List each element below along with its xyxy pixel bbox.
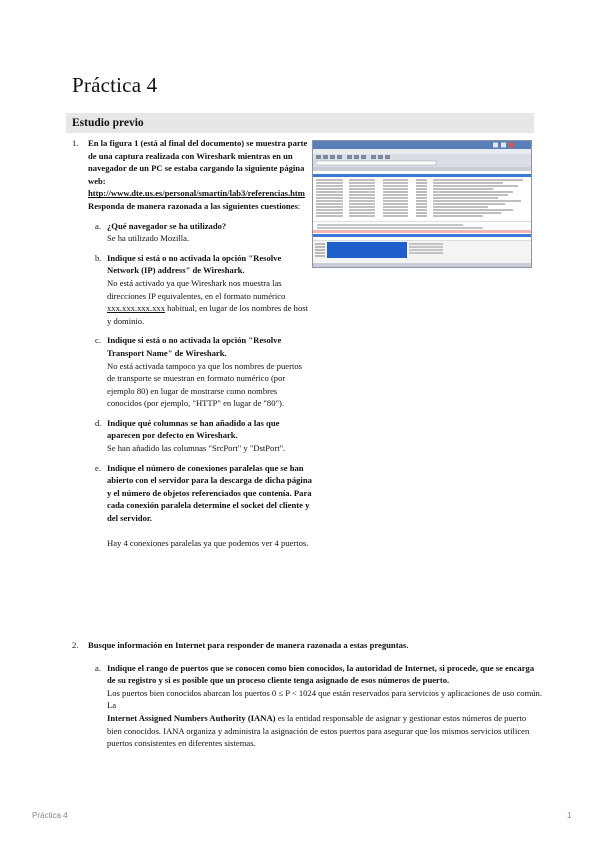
sub-answer-text: Se ha utilizado Mozilla. (107, 233, 190, 244)
ip-format-text: xxx.xxx.xxx.xxx (107, 303, 166, 314)
question-1-intro: En la figura 1 (está al final del documento) se muestra parte de una captura realizada con Wireshark mientras en un navegador de un PC se estaba cargando la siguiente página web: (88, 138, 308, 186)
filter-input (316, 161, 436, 165)
sub-letter: e. (95, 462, 101, 473)
section-title: Estudio previo (72, 117, 144, 129)
sub-question-c (95, 334, 312, 410)
footer-doc-title: Práctica 4 (32, 811, 68, 820)
sub-answer-iana (107, 712, 542, 750)
sub-letter: d. (95, 417, 102, 428)
sub-answer-text: Se han añadido las columnas "SrcPort" y "DstPort". (107, 443, 286, 454)
menu-bar (313, 149, 531, 154)
question-number: 2. (72, 640, 79, 650)
sub-question-text: Indique qué columnas se han añadido a las que aparecen por defecto en Wireshark. (107, 417, 280, 441)
question-2 (72, 639, 542, 750)
answer-la: La (107, 700, 117, 711)
sub-question-a (95, 662, 542, 750)
sub-question-text: ¿Qué navegador se ha utilizado? (107, 220, 227, 231)
toolbar-icons (316, 155, 390, 159)
page-title: Práctica 4 (72, 73, 158, 97)
hex-selection (327, 242, 407, 258)
answer-part: No está activado ya que Wireshark nos muestra las direcciones IP equivalentes, en el formato numérico (107, 277, 286, 301)
packet-row-selected (313, 174, 531, 177)
sub-answer-text: Los puertos bien conocidos abarcan los puertos 0 ≤ P < 1024 que están reservados para servicios y aplicaciones de uso común. (107, 687, 542, 698)
sub-question-text: Indique el rango de puertos que se conocen como bien conocidos, la autoridad de Internet, si procede, que se encarga de su registro y si es posible que un proceso cliente tenga asignado de esos números de puerto. (107, 662, 535, 686)
minimize-icon (493, 143, 498, 148)
answer-part: es la entidad responsable de asignar y gestionar estos números de puerto bien conocidos. IANA organiza y administra la asignación de estos puertos para asegurar que los mismos servicios utilicen puertos consistentes en diferentes sistemas. (107, 712, 530, 749)
sub-question-text: Indique si está o no activada la opción "Resolve Transport Name" de Wireshark. (107, 335, 282, 358)
sub-question-b (95, 252, 312, 328)
window-titlebar (313, 141, 531, 149)
colon: : (297, 200, 301, 211)
sub-question-text: Indique si está o no activada la opción "Resolve Network (IP) address" de Wireshark. (107, 252, 282, 276)
maximize-icon (501, 143, 506, 148)
reference-url-link[interactable]: http://www.dte.us.es/personal/smartin/lab3/referencias.htm (88, 188, 305, 199)
sub-letter: a. (95, 220, 101, 231)
sub-question-a (95, 220, 312, 245)
highlighted-detail-row (313, 230, 531, 233)
sub-question-text: Indique el número de conexiones paralelas que se han abierto con el servidor para la descarga de dicha página y el número de objetos referenciados que contenía. Para cada conexión paralela determine el socket del cliente y del servidor. (107, 462, 312, 524)
close-icon (509, 143, 514, 148)
packet-list-header (313, 167, 531, 171)
sub-letter: a. (95, 662, 101, 673)
sub-letter: c. (95, 335, 101, 346)
sub-question-d (95, 417, 312, 455)
question-number: 1. (72, 138, 79, 148)
question-2-intro: Busque información en Internet para responder de manera razonada a estas preguntas. (88, 640, 409, 650)
sub-letter: b. (95, 252, 102, 263)
status-bar (313, 263, 531, 267)
sub-answer-text: No está activada tampoco ya que los nombres de puertos de transporte se muestran en formato numérico (por ejemplo 80) en lugar de mostrarse como nombres conocidos (por ejemplo, "HTTP" en lugar de "80"). (107, 360, 302, 409)
wireshark-capture-screenshot (312, 140, 532, 268)
sub-question-e (95, 462, 312, 550)
question-1-instruction: Responda de manera razonada a las siguientes cuestiones (88, 200, 298, 211)
selected-detail-row (313, 234, 531, 237)
page-number: 1 (567, 811, 572, 820)
packet-list (313, 171, 531, 221)
question-1 (72, 137, 312, 549)
answer-part: habitual, en lugar de los nombres de host y dominio. (107, 303, 308, 326)
sub-answer-text: Hay 4 conexiones paralelas ya que podemos ver 4 puertos. (107, 537, 309, 548)
iana-name: Internet Assigned Numbers Authority (IANA) (107, 712, 276, 723)
sub-answer-text (107, 277, 312, 327)
